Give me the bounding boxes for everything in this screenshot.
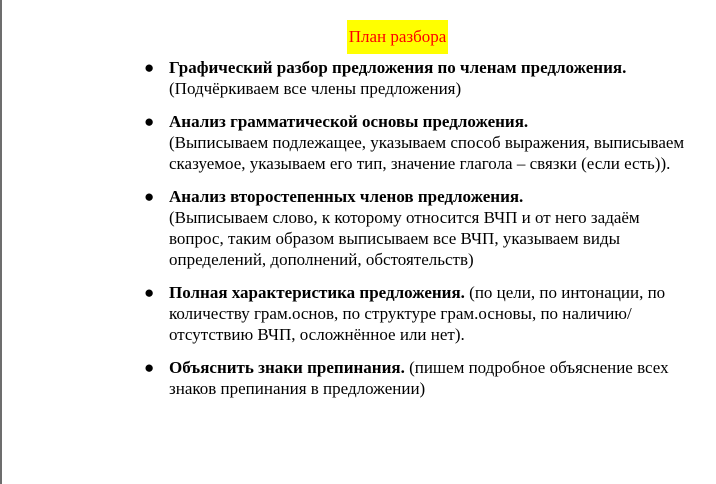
bullet-icon: ● (144, 112, 155, 131)
item-heading: Графический разбор предложения по членам предложения. (169, 58, 627, 77)
item-body: (по цели, по интонации, по количеству грам.основ, по структуре грам.основы, по наличию/отсутствию ВЧП, осложнённое или нет). (169, 283, 666, 344)
plan-list (140, 57, 688, 411)
bullet-icon: ● (144, 58, 155, 77)
list-item-full-characteristic (140, 282, 688, 345)
page-title: План разбора (347, 20, 449, 54)
list-item-grammatical-basis (140, 111, 688, 174)
list-item-punctuation (140, 357, 688, 399)
list-item-graphic-analysis (140, 57, 688, 99)
title-container (0, 20, 716, 54)
item-body: (Подчёркиваем все члены предложения) (169, 79, 462, 98)
item-body: (пишем подробное объяснение всех знаков препинания в предложении) (169, 358, 669, 398)
item-heading: Объяснить знаки препинания. (169, 358, 405, 377)
bullet-icon: ● (144, 187, 155, 206)
item-body: (Выписываем слово, к которому относится ВЧП и от него задаём вопрос, таким образом выписываем все ВЧП, указываем виды определений, дополнений, обстоятельств) (169, 208, 640, 269)
page-left-border (0, 0, 2, 484)
item-heading: Анализ второстепенных членов предложения. (169, 187, 524, 206)
bullet-icon: ● (144, 283, 155, 302)
item-heading: Полная характеристика предложения. (169, 283, 465, 302)
list-item-secondary-members (140, 186, 688, 270)
item-heading: Анализ грамматической основы предложения. (169, 112, 529, 131)
bullet-icon: ● (144, 358, 155, 377)
item-body: (Выписываем подлежащее, указываем способ выражения, выписываем сказуемое, указываем его тип, значение глагола – связки (если есть)). (169, 133, 685, 173)
